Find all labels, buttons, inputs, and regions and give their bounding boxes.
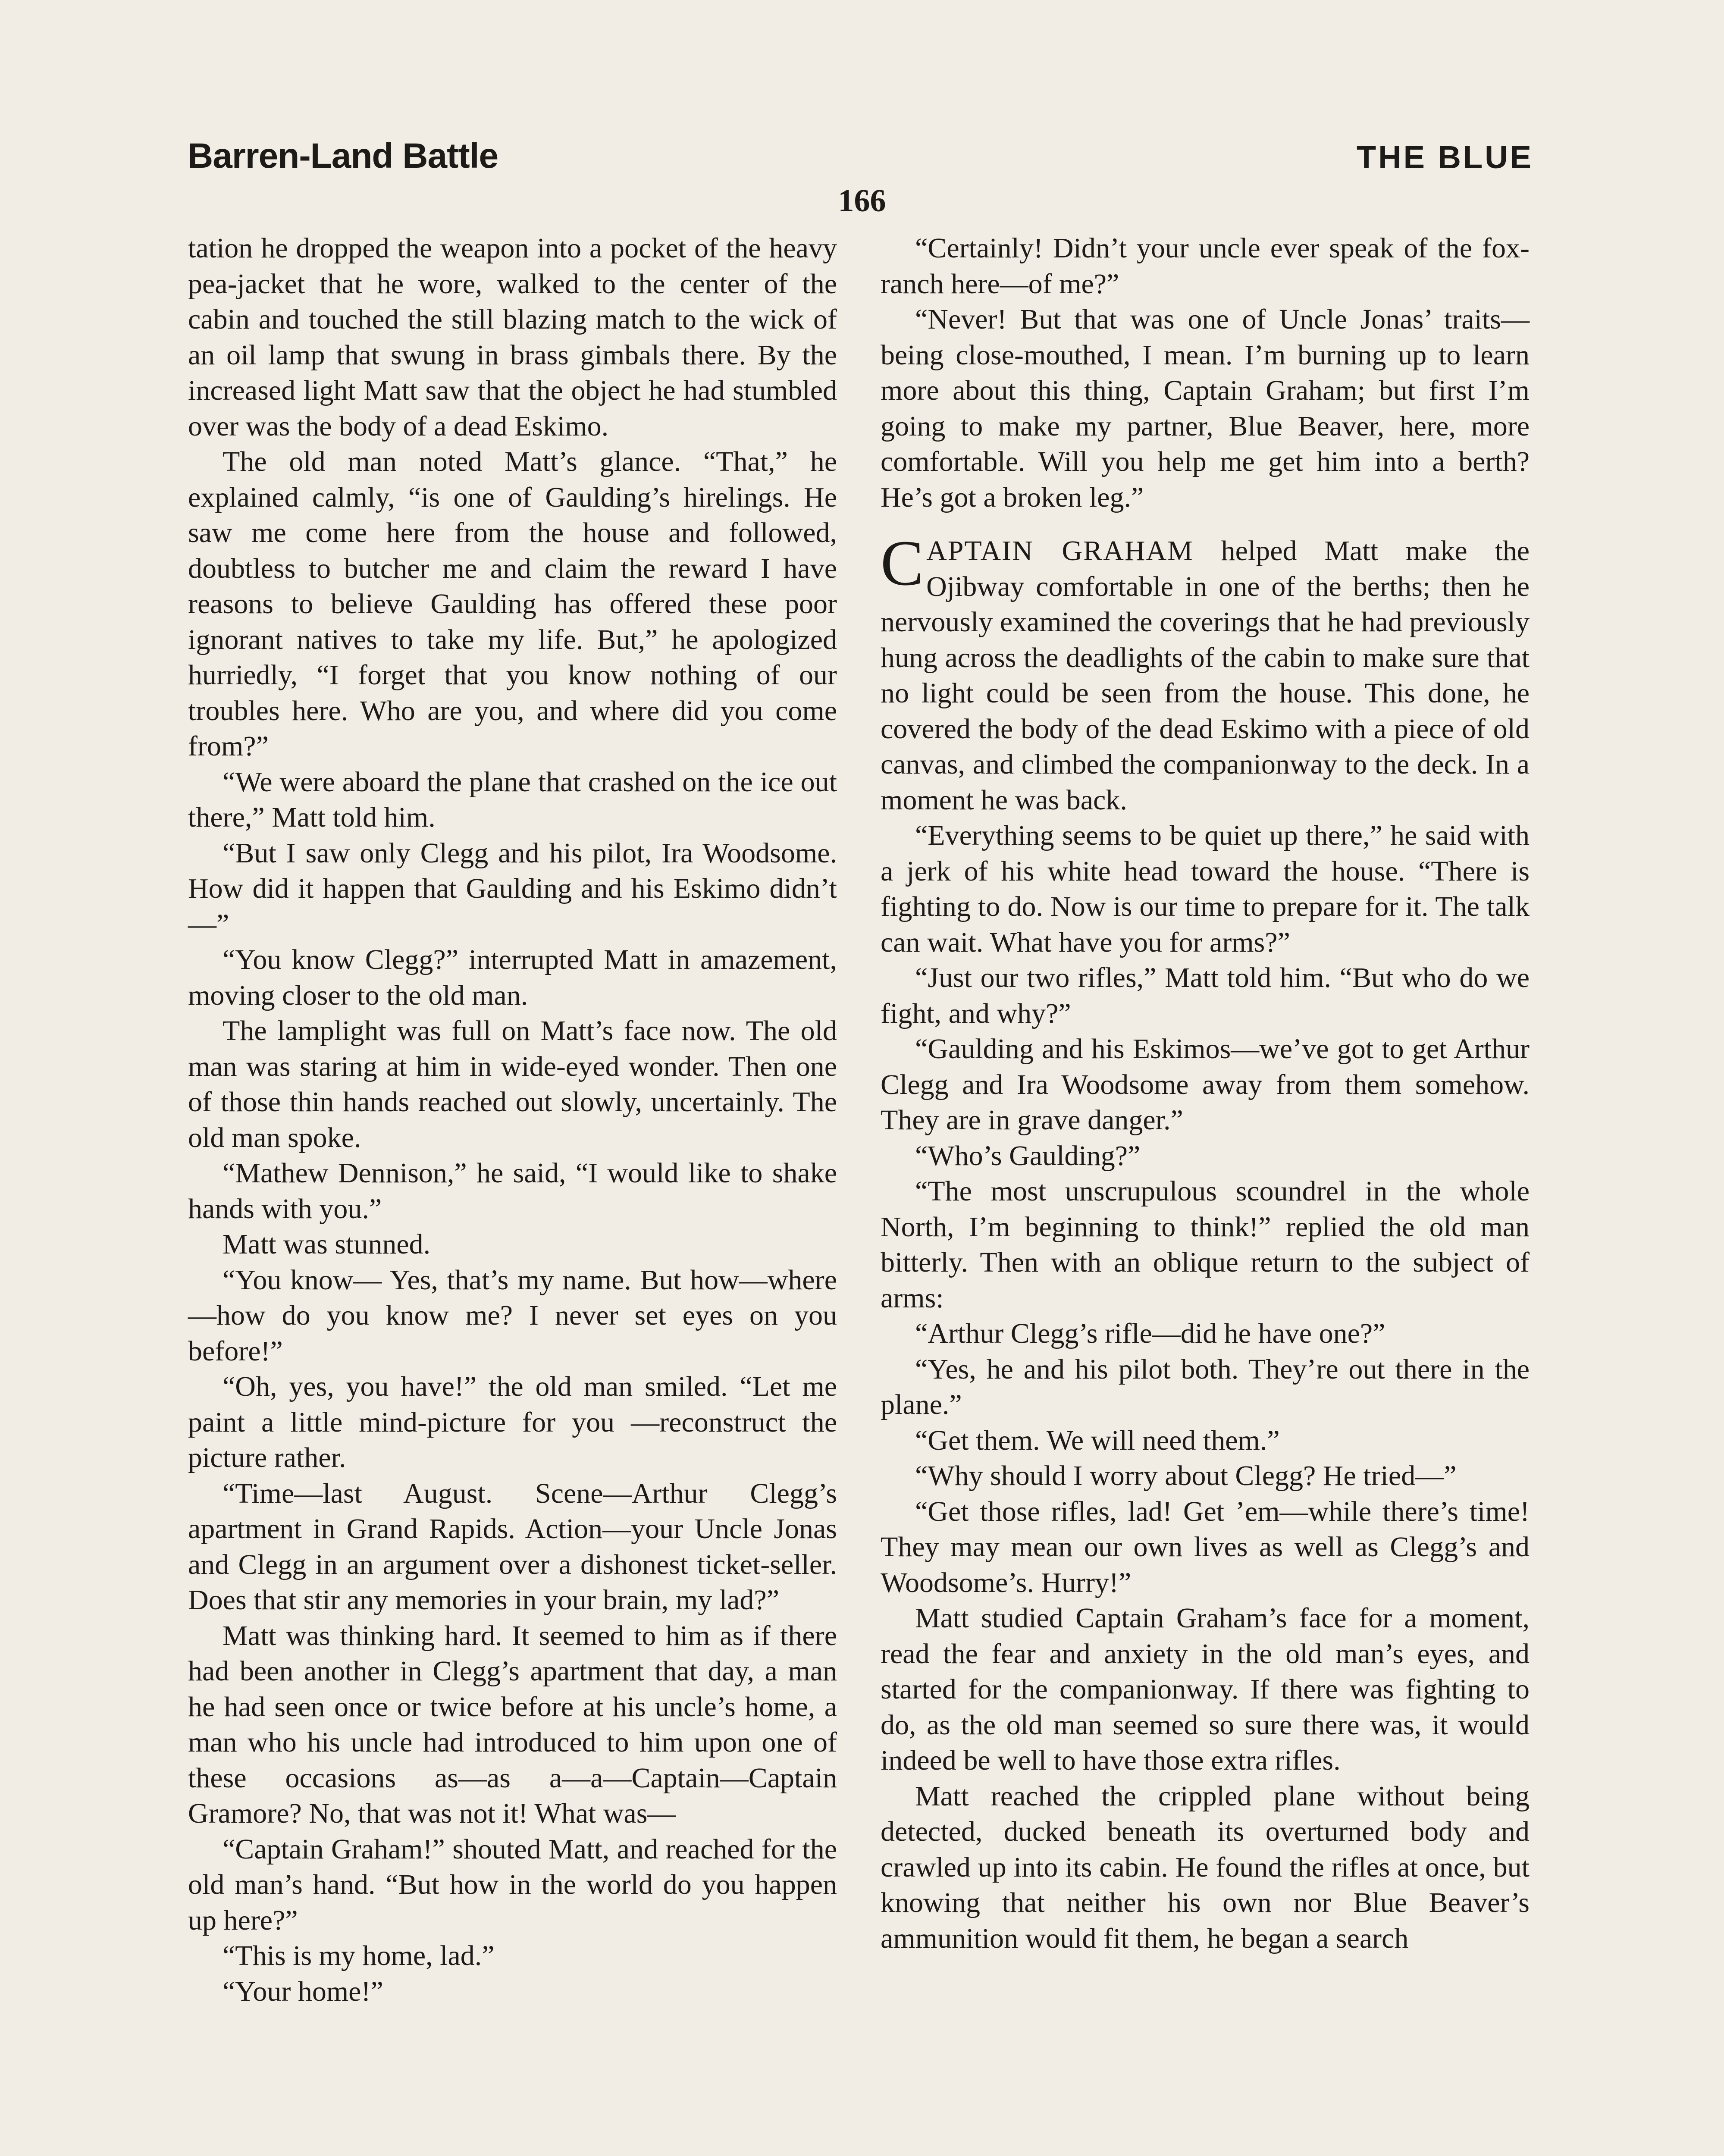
section-start-text: helped Matt make the Ojibway comfortable in one of the berths; then he nervously examined the coverings that he had previously hung across the deadlights of the cabin to make sure that no light could be seen from the house. This done, he covered the body of the dead Eskimo with a piece of old canvas, and climbed the companionway to the deck. In a moment he was back. bbox=[881, 535, 1530, 816]
paragraph: “But I saw only Clegg and his pilot, Ira Woodsome. How did it happen that Gaulding and his Eskimo didn’t—” bbox=[188, 837, 837, 940]
paragraph: “Yes, he and his pilot both. They’re out there in the plane.” bbox=[881, 1353, 1530, 1420]
paragraph: The old man noted Matt’s glance. “That,” he explained calmly, “is one of Gaulding’s hirelings. He saw me come here from the house and followed, doubtless to butcher me and claim the reward I have reasons to believe Gaulding has offered these poor ignorant natives to take my life. But,” he apologized hurriedly, “I forget that you know nothing of our troubles here. Who are you, and where did you come from?” bbox=[188, 446, 837, 762]
paragraph: “Just our two rifles,” Matt told him. “But who do we fight, and why?” bbox=[881, 962, 1530, 1029]
magazine-name: THE BLUE bbox=[1357, 139, 1533, 175]
page-number: 166 bbox=[838, 183, 886, 219]
paragraph: “You know— Yes, that’s my name. But how—where—how do you know me? I never set eyes on you before!” bbox=[188, 1264, 837, 1367]
paragraph: “The most unscrupulous scoundrel in the whole North, I’m beginning to think!” replied the old man bitterly. Then with an oblique return to the subject of arms: bbox=[881, 1175, 1530, 1314]
paragraph: “Who’s Gaulding?” bbox=[915, 1140, 1141, 1172]
paragraph: “Get them. We will need them.” bbox=[915, 1424, 1280, 1456]
paragraph: “Everything seems to be quiet up there,” he said with a jerk of his white head toward the house. “There is fighting to do. Now is our time to prepare for it. The talk can wait. What have you for arms?” bbox=[881, 820, 1530, 958]
paragraph: Matt reached the crippled plane without being detected, ducked beneath its overturned body and crawled up into its cabin. He found the rifles at once, but knowing that neither his own nor Blue Beaver’s ammunition would fit them, he began a search bbox=[881, 1780, 1530, 1954]
paragraph: “Captain Graham!” shouted Matt, and reached for the old man’s hand. “But how in the world do you happen up here?” bbox=[188, 1833, 837, 1936]
drop-cap: C bbox=[881, 527, 924, 599]
paragraph: “Never! But that was one of Uncle Jonas’ traits—being close-mouthed, I mean. I’m burning up to learn more about this thing, Captain Graham; but first I’m going to make my partner, Blue Beaver, here, more comfortable. Will you help me get him into a berth? He’s got a broken leg.” bbox=[881, 304, 1530, 513]
paragraph: “Mathew Dennison,” he said, “I would like to shake hands with you.” bbox=[188, 1157, 837, 1225]
paragraph: “Certainly! Didn’t your uncle ever speak of the fox-ranch here—of me?” bbox=[881, 232, 1530, 300]
left-column bbox=[188, 231, 837, 2009]
right-column bbox=[881, 231, 1530, 1956]
paragraph: “You know Clegg?” interrupted Matt in amazement, moving closer to the old man. bbox=[188, 944, 837, 1011]
small-caps-lead: APTAIN GRAHAM bbox=[926, 535, 1194, 567]
paragraph: The lamplight was full on Matt’s face now. The old man was staring at him in wide-eyed wonder. Then one of those thin hands reached out slowly, uncertainly. The old man spoke. bbox=[188, 1015, 837, 1153]
paragraph: “This is my home, lad.” bbox=[223, 1940, 495, 1971]
paragraph: Matt was thinking hard. It seemed to him as if there had been another in Clegg’s apartment that day, a man he had seen once or twice before at his uncle’s home, a man who his uncle had introduced to him upon one of these occasions as—as a—a—Captain—Captain Gramore? No, that was not it! What was— bbox=[188, 1620, 837, 1829]
paragraph: tation he dropped the weapon into a pocket of the heavy pea-jacket that he wore, walked to the center of the cabin and touched the still blazing match to the wick of an oil lamp that swung in brass gimbals there. By the increased light Matt saw that the object he had stumbled over was the body of a dead Eskimo. bbox=[188, 232, 837, 442]
paragraph: “Your home!” bbox=[223, 1975, 383, 2007]
paragraph: “Why should I worry about Clegg? He tried—” bbox=[915, 1460, 1457, 1492]
paragraph: Matt studied Captain Graham’s face for a moment, read the fear and anxiety in the old man’s eyes, and started for the companionway. If there was fighting to do, as the old man seemed so sure there was, it would indeed be well to have those extra rifles. bbox=[881, 1602, 1530, 1776]
paragraph: “Gaulding and his Eskimos—we’ve got to get Arthur Clegg and Ira Woodsome away from them somehow. They are in grave danger.” bbox=[881, 1033, 1530, 1136]
paragraph: “Arthur Clegg’s rifle—did he have one?” bbox=[915, 1318, 1385, 1349]
paragraph: “Get those rifles, lad! Get ’em—while there’s time! They may mean our own lives as well as Clegg’s and Woodsome’s. Hurry!” bbox=[881, 1495, 1530, 1598]
paragraph: Matt was stunned. bbox=[223, 1228, 431, 1260]
paragraph: “Oh, yes, you have!” the old man smiled. “Let me paint a little mind-picture for you —reconstruct the picture rather. bbox=[188, 1371, 837, 1473]
paragraph: “We were aboard the plane that crashed on the ice out there,” Matt told him. bbox=[188, 766, 837, 833]
paragraph: “Time—last August. Scene—Arthur Clegg’s apartment in Grand Rapids. Action—your Uncle Jonas and Clegg in an argument over a dishonest ticket-seller. Does that stir any memories in your brain, my lad?” bbox=[188, 1477, 837, 1616]
story-title: Barren-Land Battle bbox=[188, 136, 498, 175]
section-start-paragraph bbox=[881, 527, 1530, 818]
